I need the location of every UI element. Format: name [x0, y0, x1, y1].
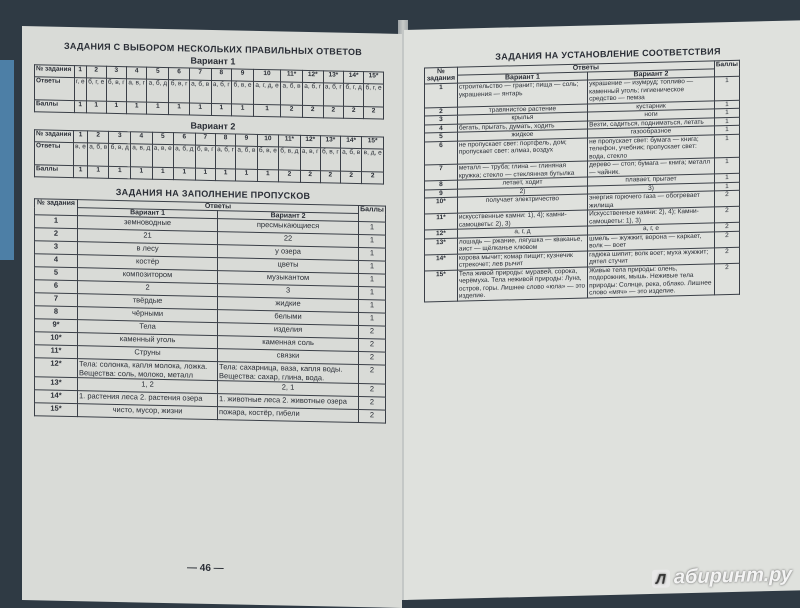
pts-cell: 1 — [86, 101, 106, 113]
match-num: 14* — [425, 254, 458, 271]
fill-pts: 1 — [359, 300, 386, 314]
pts-cell: 1 — [232, 104, 254, 116]
variant1-table — [34, 64, 384, 119]
fill-pts: 2 — [359, 352, 386, 366]
left-page — [22, 26, 402, 608]
match-pts: 1 — [714, 157, 739, 174]
fill-num: 8 — [35, 306, 78, 320]
match-num: 6 — [425, 141, 458, 165]
task-cell: 11* — [279, 135, 301, 147]
fill-v2: у озера — [218, 245, 359, 261]
match-num: 2 — [425, 107, 458, 116]
pts-cell: 2 — [281, 105, 303, 117]
pts-cell: 2 — [362, 172, 384, 184]
pts-cell: 1 — [88, 166, 109, 178]
match-v1: строительство — гранит; пища — соль; украшения — янтарь — [457, 80, 587, 107]
ans-cell: б, в, е — [232, 81, 254, 104]
match-v2: Живые тела природы: олень, подорожник, мышь. Неживые тела природы: Солнце, река, облако. Лишнее слово «мяч» — это изделие. — [588, 263, 715, 297]
match-v1: 2) — [457, 186, 587, 198]
fill-v2: белыми — [218, 310, 359, 326]
pts-cell: 2 — [340, 171, 361, 183]
match-v1: а, г, д — [457, 226, 587, 238]
task-cell: 8 — [211, 68, 232, 80]
match-v1: травянистое растение — [457, 104, 587, 116]
fill-pts: 1 — [359, 261, 386, 275]
match-pts: 2 — [714, 190, 739, 207]
match-v1: металл — труба; глина — глиняная кружка; стекло — стеклянная бутылка — [457, 161, 587, 180]
pts-cell: 1 — [131, 167, 153, 179]
ans-cell: а, в, г — [300, 147, 320, 170]
match-v2: шмель — жужжит, ворона — каркает, волк — воет — [588, 231, 715, 250]
match-pts: 1 — [714, 100, 739, 109]
task-cell: 1 — [74, 131, 88, 143]
match-v1: крылья — [457, 112, 587, 124]
pts-cell: 1 — [195, 168, 215, 180]
task-cell: 2 — [86, 66, 106, 78]
ans-cell: б, г, е — [86, 78, 106, 101]
pts-cell: 1 — [215, 169, 235, 181]
pts-cell: 1 — [189, 103, 211, 115]
fill-num: 11* — [35, 345, 78, 359]
match-v2: гадюка шипит; волк воет; муха жужжит; дятел стучит — [588, 247, 715, 266]
match-v2: Искусственные камни: 2), 4); Камни-самоцветы: 1), 3) — [588, 207, 715, 226]
match-v2: ноги — [588, 109, 715, 121]
match-pts: 2 — [714, 222, 739, 231]
match-num: 15* — [425, 270, 458, 302]
match-num: 9 — [425, 189, 458, 198]
match-head-num: № задания — [425, 67, 458, 84]
fill-v1: 1, 2 — [78, 378, 218, 394]
match-num: 4 — [425, 124, 458, 133]
match-v1: жидкое — [457, 129, 587, 141]
pts-cell: 1 — [74, 166, 88, 178]
fill-pts: 2 — [359, 326, 386, 340]
fill-v2: 2, 1 — [218, 381, 359, 397]
fill-num: 1 — [35, 215, 78, 229]
fill-v2: 22 — [218, 232, 359, 248]
match-v2: не пропускает свет: бумага — книга; телефон, учебник; пропускает свет: вода, стекло — [588, 134, 715, 161]
fill-v1: костёр — [78, 255, 218, 271]
task-cell: 7 — [189, 68, 211, 80]
match-v1: корова мычит; комар пищит; кузнечик стрекочет; лев рычит — [457, 251, 587, 270]
match-pts: 1 — [714, 117, 739, 126]
fill-v2: пресмыкающиеся — [218, 219, 359, 235]
fill-pts: 2 — [359, 397, 386, 411]
ans-cell: а, б, г — [215, 146, 235, 169]
match-v2: 3) — [588, 182, 715, 194]
fill-pts: 2 — [359, 339, 386, 353]
pts-cell: 1 — [74, 101, 86, 113]
fill-v1: Струны — [78, 346, 218, 362]
ans-cell: а, б, в — [281, 82, 303, 105]
fill-pts: 1 — [359, 287, 386, 301]
fill-v1: 1. растения леса 2. растения озера — [78, 391, 218, 407]
pts-cell: 1 — [147, 102, 169, 114]
fill-v2: 1. животные леса 2. животные озера — [218, 394, 359, 410]
task-cell: 5 — [152, 132, 173, 144]
ans-cell: б, в, д — [279, 147, 301, 170]
row-header: № задания — [35, 65, 75, 78]
fill-v1: 21 — [78, 229, 218, 245]
match-v2: дерево — стол; бумага — книга; металл — чайник. — [588, 158, 715, 177]
watermark-text: абиринт.ру — [673, 563, 792, 589]
fill-pts: 1 — [359, 235, 386, 249]
page-number: — 46 — — [187, 562, 224, 575]
ans-cell: а, б, в — [340, 148, 361, 171]
match-num: 10* — [425, 197, 458, 214]
task-cell: 1 — [74, 66, 86, 78]
ans-cell: б, г, д — [344, 83, 364, 106]
match-v1: летает, ходит — [457, 177, 587, 189]
match-pts: 2 — [714, 263, 739, 295]
fill-num: 3 — [35, 241, 78, 255]
task-cell: 3 — [109, 131, 131, 143]
pts-cell: 2 — [364, 107, 384, 119]
pts-cell: 2 — [300, 170, 320, 182]
variant1-label: Вариант 1 — [190, 55, 236, 67]
ans-cell: а, б, в — [236, 146, 257, 169]
fill-num: 2 — [35, 228, 78, 242]
ans-cell: б, г, е — [364, 84, 384, 107]
fill-v1: Тела: солонка, капля молока, ложка. Вещества: соль, молоко, металл — [78, 359, 218, 381]
fill-v1: 2 — [78, 281, 218, 297]
task-cell: 13* — [320, 136, 340, 148]
pts-cell: 2 — [344, 106, 364, 118]
match-v1: получает электричество — [457, 194, 587, 213]
match-num: 1 — [425, 83, 458, 107]
pts-cell: 1 — [126, 102, 146, 114]
match-num: 5 — [425, 132, 458, 141]
fill-num: 12* — [35, 358, 78, 378]
fill-title: ЗАДАНИЯ НА ЗАПОЛНЕНИЕ ПРОПУСКОВ — [115, 186, 311, 202]
fill-pts: 1 — [359, 222, 386, 236]
match-num: 13* — [425, 238, 458, 255]
ans-cell: а, г, д, е — [253, 81, 280, 105]
pts-cell: 1 — [152, 167, 173, 179]
match-head-pts: Баллы — [714, 60, 739, 77]
task-cell: 2 — [88, 131, 109, 143]
pts-cell: 1 — [173, 168, 195, 180]
ans-cell: а, б, г — [211, 80, 232, 103]
multi-choice-title: ЗАДАНИЯ С ВЫБОРОМ НЕСКОЛЬКИХ ПРАВИЛЬНЫХ ОТВЕТОВ — [63, 40, 363, 58]
fill-num: 9* — [35, 319, 78, 333]
fill-v2: связки — [218, 349, 359, 365]
row-header: Ответы — [35, 142, 74, 166]
fill-v1: чисто, мусор, жизни — [78, 404, 218, 420]
fill-pts: 2 — [359, 365, 386, 385]
task-cell: 4 — [126, 67, 146, 79]
task-cell: 6 — [169, 68, 189, 80]
pts-cell: 1 — [257, 169, 278, 181]
ans-cell: а, б, д — [147, 79, 169, 102]
fill-v2: пожара, костёр, гибели — [218, 407, 359, 423]
right-page — [404, 20, 800, 600]
row-header: Баллы — [35, 100, 75, 113]
ans-cell: а, в, г — [126, 79, 146, 102]
fill-v2: цветы — [218, 258, 359, 274]
fill-v1: твёрдые — [78, 294, 218, 310]
match-pts: 1 — [714, 108, 739, 117]
row-header: Ответы — [35, 77, 75, 101]
pts-cell: 2 — [320, 171, 340, 183]
task-cell: 3 — [106, 66, 126, 78]
ans-cell: б, в, д — [109, 143, 131, 166]
fill-num: 7 — [35, 293, 78, 307]
match-pts: 1 — [714, 125, 739, 134]
ans-cell: а, б, в — [88, 143, 109, 166]
match-v2: а, г, е — [588, 223, 715, 235]
ans-cell: б, в, г — [320, 148, 340, 171]
fill-num: 10* — [35, 332, 78, 346]
task-cell: 14* — [344, 71, 364, 83]
pts-cell: 1 — [236, 169, 257, 181]
fill-v1: чёрными — [78, 307, 218, 323]
fill-pts: 2 — [359, 384, 386, 398]
task-cell: 15* — [364, 72, 384, 84]
match-head-v1: Вариант 1 — [457, 72, 587, 83]
ans-cell: а, б, д — [173, 145, 195, 168]
task-cell: 6 — [173, 133, 195, 145]
fill-v1: каменный уголь — [78, 333, 218, 349]
fill-pts: 1 — [359, 274, 386, 288]
fill-head-v1: Вариант 1 — [78, 208, 218, 219]
fill-v2: 3 — [218, 284, 359, 300]
labirint-logo-icon: Л — [652, 569, 670, 587]
task-cell: 11* — [281, 70, 303, 82]
match-v1: искусственные камни: 1), 4); камни-самоцветы: 2), 3) — [457, 210, 587, 229]
ans-cell: б, в, е — [257, 146, 278, 169]
task-cell: 8 — [215, 134, 235, 146]
ans-cell: а, б, г — [302, 82, 323, 105]
match-v2: плавает, прыгает — [588, 174, 715, 186]
task-cell: 9 — [236, 134, 257, 146]
match-pts: 1 — [714, 182, 739, 191]
match-v2: кустарник — [588, 100, 715, 112]
ans-cell: а, в, е — [152, 144, 173, 167]
watermark — [652, 564, 792, 590]
match-v1: бегать, прыгать, думать, ходить — [457, 121, 587, 133]
task-cell: 4 — [131, 132, 153, 144]
ans-cell: в, д, е — [362, 149, 384, 172]
match-pts: 2 — [714, 231, 739, 248]
task-cell: 10 — [257, 134, 278, 146]
match-v2: газообразное — [588, 126, 715, 138]
fill-num: 5 — [35, 267, 78, 281]
match-pts: 1 — [714, 173, 739, 182]
fill-v1: Тела — [78, 320, 218, 336]
ans-cell: г, е — [74, 78, 86, 101]
ans-cell: в, е — [74, 143, 88, 166]
fill-pts: 1 — [359, 313, 386, 327]
task-cell: 10 — [253, 69, 280, 82]
fill-v2: музыкантом — [218, 271, 359, 287]
fill-table — [34, 198, 386, 423]
task-cell: 15* — [362, 137, 384, 149]
task-cell: 7 — [195, 133, 215, 145]
match-head-v2: Вариант 2 — [588, 69, 715, 80]
match-v1: Тела живой природы: муравей, сорока, черёмуха. Тела неживой природы: Луна, остров, горы. Лишнее слово «юла» — это изделие. — [457, 267, 587, 301]
row-header: Баллы — [35, 165, 74, 178]
pts-cell: 1 — [109, 166, 131, 178]
task-cell: 13* — [323, 71, 344, 83]
pts-cell: 2 — [302, 105, 323, 117]
row-header: № задания — [35, 130, 74, 143]
pts-cell: 2 — [279, 170, 301, 182]
matching-title: ЗАДАНИЯ НА УСТАНОВЛЕНИЕ СООТВЕТСТВИЯ — [495, 46, 721, 62]
fill-num: 14* — [35, 390, 78, 404]
ans-cell: а, в, д — [131, 144, 153, 167]
ans-cell: б, в, г — [106, 78, 126, 101]
pts-cell: 1 — [253, 104, 280, 117]
pts-cell: 1 — [211, 103, 232, 115]
match-v2: украшение — изумруд; топливо — каменный уголь; гигиеническое средство — пемза — [588, 77, 715, 104]
fill-v1: в лесу — [78, 242, 218, 258]
match-num: 3 — [425, 115, 458, 124]
match-pts: 2 — [714, 206, 739, 223]
fill-pts: 1 — [359, 248, 386, 262]
fill-num: 15* — [35, 403, 78, 417]
fill-v2: жидкие — [218, 297, 359, 313]
ans-cell: а, б, в — [189, 80, 211, 103]
task-cell: 5 — [147, 67, 169, 79]
match-v2: энергия горючего газа — обогревает жилища — [588, 191, 715, 210]
fill-v1: земноводные — [78, 216, 218, 232]
match-v1: не пропускает свет: портфель, дом; пропускает свет: алмаз, воздух — [457, 138, 587, 165]
task-cell: 12* — [300, 135, 320, 147]
blue-object — [0, 60, 14, 260]
ans-cell: а, б, г — [323, 83, 344, 106]
match-num: 7 — [425, 164, 458, 181]
task-cell: 14* — [340, 136, 361, 148]
match-head-answers: Ответы — [457, 61, 714, 75]
fill-pts: 2 — [359, 410, 386, 424]
fill-head-num: № задания — [35, 199, 78, 216]
variant2-table — [34, 129, 384, 184]
match-num: 8 — [425, 180, 458, 189]
fill-num: 13* — [35, 377, 78, 391]
ans-cell: б, в, г — [195, 145, 215, 168]
match-v2: Везти, садиться, подниматься, летать — [588, 117, 715, 129]
fill-v2: изделия — [218, 323, 359, 339]
fill-v2: каменная соль — [218, 336, 359, 352]
match-pts: 1 — [714, 76, 739, 100]
fill-head-v2: Вариант 2 — [218, 211, 359, 222]
match-v1: лошадь — ржание, лягушка — кваканье, аист — щёлканье клювом — [457, 235, 587, 254]
ans-cell: б, в, г — [169, 80, 189, 103]
fill-v2: Тела: сахарница, ваза, капля воды. Вещества: сахар, глина, вода. — [218, 362, 359, 384]
task-cell: 12* — [302, 70, 323, 82]
match-num: 12* — [425, 229, 458, 238]
fill-v1: композитором — [78, 268, 218, 284]
match-num: 11* — [425, 213, 458, 230]
pts-cell: 1 — [106, 101, 126, 113]
pts-cell: 2 — [323, 106, 344, 118]
fill-head-pts: Баллы — [359, 206, 386, 223]
fill-head-answers: Ответы — [78, 200, 359, 214]
fill-num: 6 — [35, 280, 78, 294]
match-pts: 1 — [714, 134, 739, 158]
match-pts: 2 — [714, 247, 739, 264]
pts-cell: 1 — [169, 103, 189, 115]
fill-num: 4 — [35, 254, 78, 268]
variant2-label: Вариант 2 — [190, 120, 236, 132]
matching-table — [424, 60, 740, 302]
task-cell: 9 — [232, 69, 254, 81]
